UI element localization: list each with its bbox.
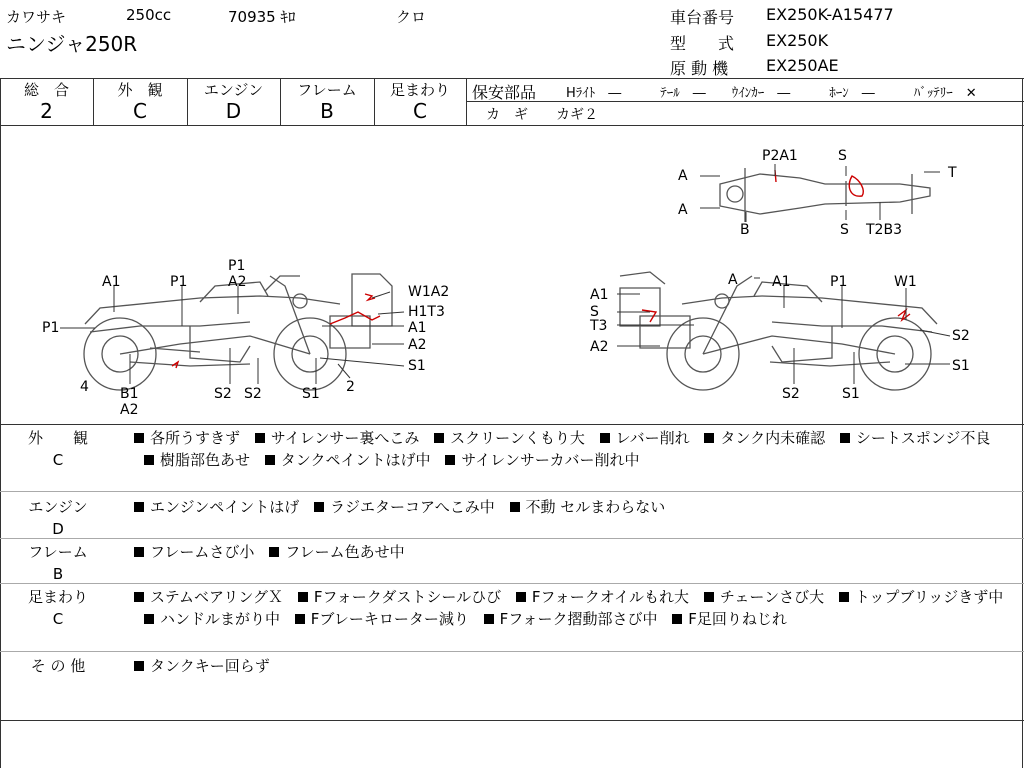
safety-parts: Hﾗｲﾄ ― ﾃｰﾙ ― ｳｲﾝｶｰ ― ﾎｰﾝ ― ﾊﾞｯﾃﾘｰ ✕ <box>566 86 977 101</box>
grade-suspension-label: 足まわり <box>389 81 450 99</box>
note-exterior <box>134 427 1014 471</box>
grade-total-label: 総 合 <box>23 81 69 99</box>
note-item: サイレンサーカバー削れ中 <box>445 451 639 469</box>
note-cat-exterior <box>10 427 106 471</box>
note-cat-engine <box>10 496 106 540</box>
type-label: 型 式 <box>670 34 735 53</box>
diagram-label: A2 <box>228 274 247 290</box>
diagram-label: S1 <box>302 386 320 402</box>
note-item: フレーム色あせ中 <box>269 543 404 561</box>
note-item: ステムベアリングＸ <box>134 588 283 606</box>
diagram-label: 2 <box>346 379 355 395</box>
diagram-label: P1 <box>830 274 848 290</box>
note-cat-other <box>10 655 106 677</box>
note-cat-grade: B <box>52 565 64 583</box>
divider <box>466 78 467 125</box>
diagram-label: T2B3 <box>866 222 902 238</box>
mileage: 70935 ｷﾛ <box>228 8 296 26</box>
note-engine <box>134 496 1014 518</box>
diagram-label: P2A1 <box>762 148 798 164</box>
displacement: 250cc <box>126 6 172 24</box>
color: クロ <box>396 8 427 26</box>
note-cat-label: エンジン <box>28 498 88 516</box>
diagram-label: S <box>590 304 599 320</box>
grade-total-value: 2 <box>40 99 53 123</box>
divider <box>0 651 1024 652</box>
note-item: ハンドルまがり中 <box>144 610 280 628</box>
note-other <box>134 655 1014 677</box>
note-item: タンク内未確認 <box>704 429 825 447</box>
diagram-label: S1 <box>952 358 970 374</box>
note-cat-label: フレーム <box>28 543 88 561</box>
diagram-label: H1T3 <box>408 304 445 320</box>
diagram-label: S2 <box>782 386 800 402</box>
diagram-label: S1 <box>842 386 860 402</box>
border-right <box>1022 78 1023 768</box>
diagram-label: 4 <box>80 379 89 395</box>
diagram-label: S2 <box>244 386 262 402</box>
divider <box>0 720 1024 721</box>
damage-diagram <box>0 126 1022 424</box>
note-item: トップブリッジきず中 <box>839 588 1003 606</box>
diagram-label: B1 <box>120 386 139 402</box>
diagram-label: S2 <box>214 386 232 402</box>
type-value: EX250K <box>766 31 829 50</box>
grade-total <box>0 79 93 122</box>
grade-frame-value: B <box>320 99 334 123</box>
diagram-label: A <box>678 168 688 184</box>
note-item: 樹脂部色あせ <box>144 451 250 469</box>
divider <box>0 583 1024 584</box>
engine-value: EX250AE <box>766 56 839 75</box>
note-item: シートスポンジ不良 <box>840 429 990 447</box>
grade-exterior-label: 外 観 <box>117 81 163 99</box>
note-item: ラジエターコアへこみ中 <box>314 498 495 516</box>
note-cat-label: 足まわり <box>27 588 88 606</box>
diagram-label: P1 <box>228 258 246 274</box>
diagram-label: W1 <box>894 274 917 290</box>
safety-label: 保安部品 <box>472 83 537 102</box>
diagram-label: S1 <box>408 358 426 374</box>
divider <box>466 101 1024 102</box>
diagram-label: B <box>740 222 750 238</box>
divider <box>0 424 1024 425</box>
maker: カワサキ <box>6 8 67 26</box>
diagram-label: A1 <box>102 274 121 290</box>
note-item: スクリーンくもり大 <box>434 429 585 447</box>
grade-engine-label: エンジン <box>203 81 264 99</box>
diagram-label: T3 <box>590 318 608 334</box>
note-item: 各所うすきず <box>134 429 240 447</box>
note-item: F足回りねじれ <box>672 610 787 628</box>
note-item: エンジンペイントはげ <box>134 498 299 516</box>
damage-mark <box>330 312 380 324</box>
note-item: Fフォーク摺動部さび中 <box>484 610 658 628</box>
note-item: Fフォークダストシールひび <box>298 588 501 606</box>
diagram-label: P1 <box>42 320 60 336</box>
frame-no-label: 車台番号 <box>670 8 735 27</box>
diagram-label: T <box>948 165 957 181</box>
note-suspension <box>134 586 1014 630</box>
divider <box>0 491 1024 492</box>
diagram-label: A <box>678 202 688 218</box>
note-item: レバー削れ <box>600 429 690 447</box>
grade-suspension <box>374 79 466 122</box>
diagram-label: A2 <box>408 337 427 353</box>
model-name: ニンジャ250R <box>6 32 138 56</box>
diagram-label: A1 <box>408 320 427 336</box>
diagram-label: S2 <box>952 328 970 344</box>
grade-frame <box>280 79 374 122</box>
note-cat-grade: C <box>52 610 64 628</box>
note-item: Fブレーキローター減り <box>295 610 469 628</box>
diagram-label: S <box>840 222 849 238</box>
key-status: カ ギ カギ２ <box>486 107 598 123</box>
grade-exterior <box>93 79 187 122</box>
diagram-label: S <box>838 148 847 164</box>
diagram-label: W1A2 <box>408 284 450 300</box>
note-cat-frame <box>10 541 106 585</box>
diagram-label: A2 <box>590 339 609 355</box>
note-item: 不動 セルまわらない <box>510 498 666 516</box>
engine-label: 原 動 機 <box>670 59 729 78</box>
diagram-label: A1 <box>772 274 791 290</box>
diagram-label: A2 <box>120 402 139 418</box>
diagram-label: P1 <box>170 274 188 290</box>
bike-top-view <box>720 168 930 222</box>
note-item: タンクペイントはげ中 <box>265 451 431 469</box>
note-item: タンクキー回らず <box>134 657 270 675</box>
grade-frame-label: フレーム <box>297 81 357 99</box>
note-cat-grade: C <box>52 451 64 469</box>
note-item: フレームさび小 <box>134 543 254 561</box>
diagram-label: A <box>728 272 738 288</box>
damage-mark <box>849 176 863 196</box>
note-cat-grade: D <box>52 520 64 538</box>
grade-engine <box>187 79 280 122</box>
note-cat-label: そ の 他 <box>30 657 86 675</box>
grade-suspension-value: C <box>413 99 427 123</box>
grade-engine-value: D <box>225 99 242 123</box>
note-item: チェーンさび大 <box>704 588 824 606</box>
note-cat-label: 外 観 <box>27 429 88 447</box>
note-item: Fフォークオイルもれ大 <box>516 588 689 606</box>
note-item: サイレンサー裏へこみ <box>255 429 420 447</box>
divider <box>0 538 1024 539</box>
note-cat-suspension <box>10 586 106 630</box>
grade-exterior-value: C <box>133 99 147 123</box>
frame-no: EX250K-A15477 <box>766 5 894 24</box>
diagram-label: A1 <box>590 287 609 303</box>
note-frame <box>134 541 1014 563</box>
